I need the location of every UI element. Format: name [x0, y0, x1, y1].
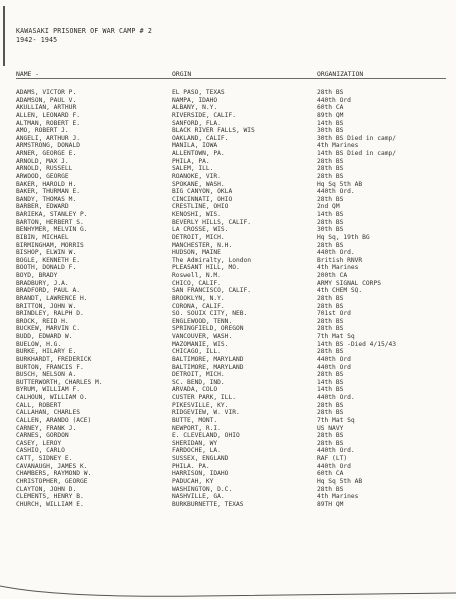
table-row: [16, 211, 446, 219]
cell-origin: ARVADA, COLO: [172, 386, 218, 394]
table-row: [16, 203, 446, 211]
cell-origin: BALTIMORE, MARYLAND: [172, 363, 244, 371]
cell-origin: DETROIT, MICH.: [172, 233, 225, 241]
cell-organization: 4th Marines: [317, 142, 359, 150]
cell-name: BUDD, EDWARD W.: [16, 333, 73, 340]
cell-organization: 4th Marines: [317, 264, 359, 272]
table-row: [16, 104, 446, 112]
cell-organization: ARMY SIGNAL CORPS: [317, 279, 381, 287]
cell-origin: RIVERSIDE, CALIF.: [172, 111, 236, 119]
table-row: [16, 486, 446, 494]
cell-name: BUSCH, NELSON A.: [16, 371, 77, 379]
table-row: [16, 371, 446, 379]
cell-name: BUTTERWORTH, CHARLES M.: [16, 378, 103, 386]
cell-name: BRANDT, LAWRENCE H.: [16, 294, 88, 302]
cell-organization: 440th Ord: [317, 96, 351, 104]
table-row: [16, 356, 446, 364]
table-row: [16, 188, 446, 196]
cell-organization: 28th BS: [317, 294, 344, 302]
table-row: [16, 165, 446, 173]
cell-name: BUELOW, H.G.: [16, 340, 62, 348]
table-row: [16, 417, 446, 425]
cell-name: ARMSTRONG, DONALD: [16, 142, 80, 150]
cell-name: ALLEN, LEONARD F.: [16, 111, 80, 119]
cell-name: BROCK, REID H.: [16, 317, 69, 325]
cell-name: BAKER, THURMAN E.: [16, 188, 80, 196]
cell-origin: BURKBURNETTE, TEXAS: [172, 500, 244, 508]
cell-organization: 28th BS: [317, 302, 344, 310]
table-row: [16, 333, 446, 341]
table-row: [16, 364, 446, 372]
column-header-origin: ORGIN: [172, 70, 192, 78]
cell-name: CHURCH, WILLIAM E.: [16, 500, 84, 508]
header-rule: [16, 78, 446, 79]
cell-origin: CRESTLINE, OHIO: [172, 203, 229, 211]
cell-organization: 4th Marines: [317, 493, 359, 501]
cell-organization: 14th BS: [317, 211, 344, 218]
table-row: [16, 226, 446, 234]
cell-origin: PLEASANT HILL, MO.: [172, 264, 240, 272]
cell-organization: 30th BS Died in camp/: [317, 134, 397, 142]
cell-origin: NASHVILLE, GA.: [172, 493, 225, 501]
cell-origin: DETROIT, MICH.: [172, 371, 225, 379]
table-row: [16, 112, 446, 120]
years-line: 1942- 1945: [16, 35, 58, 44]
table-row: [16, 348, 446, 356]
table-row: [16, 455, 446, 463]
cell-name: CAVANAUGH, JAMES K.: [16, 462, 88, 470]
cell-organization: 28th BS: [317, 241, 344, 249]
cell-name: ALTMAN, ROBERT E.: [16, 119, 80, 127]
cell-organization: 30th BS: [317, 226, 344, 234]
cell-name: ADAMSON, PAUL V.: [16, 96, 77, 104]
cell-origin: SANFORD, FLA.: [172, 119, 221, 127]
table-row: [16, 409, 446, 417]
cell-origin: SPRINGFIELD, OREGON: [172, 325, 244, 333]
table-row: [16, 158, 446, 166]
cell-origin: BROOKLYN, N.Y.: [172, 294, 225, 302]
cell-organization: 14th BS: [317, 386, 344, 394]
cell-name: BRINDLEY, RALPH D.: [16, 310, 84, 318]
cell-origin: OAKLAND, CALIF.: [172, 134, 229, 142]
cell-organization: 14th BS: [317, 119, 344, 127]
table-row: [16, 432, 446, 440]
cell-origin: PHILA, PA.: [172, 157, 210, 165]
cell-origin: FARDOCHE, LA.: [172, 447, 221, 455]
cell-name: BIRMINGHAM, MORRIS: [16, 241, 84, 249]
cell-name: BOOTH, DONALD F.: [16, 264, 77, 272]
cell-organization: 28th BS: [317, 325, 344, 333]
table-row: [16, 379, 446, 387]
cell-organization: Hq Sq 5th AB: [317, 477, 363, 485]
cell-name: ARWOOD, GEORGE: [16, 172, 69, 180]
cell-origin: HUDSON, MAINE: [172, 249, 221, 257]
cell-origin: HARRISON, IDAHO: [172, 470, 229, 478]
cell-organization: 440th Ord.: [317, 394, 355, 401]
cell-organization: British RNVR: [317, 256, 363, 264]
table-row: [16, 150, 446, 158]
table-row: [16, 120, 446, 128]
cell-organization: 7th Mat Sq: [317, 333, 355, 340]
cell-origin: CUSTER PARK, ILL.: [172, 394, 236, 401]
cell-organization: 440th Ord.: [317, 188, 355, 196]
cell-name: ADAMS, VICTOR P.: [16, 89, 77, 96]
table-row: [16, 234, 446, 242]
table-row: [16, 341, 446, 349]
cell-organization: 28th BS: [317, 432, 344, 440]
cell-name: BOGLE, KENNETH E.: [16, 256, 80, 264]
cell-organization: 28th BS: [317, 348, 344, 356]
cell-organization: 14th BS -Died 4/15/43: [317, 340, 397, 348]
cell-origin: EL PASO, TEXAS: [172, 89, 225, 96]
cell-organization: 28th BS: [317, 165, 344, 173]
cell-origin: SC. BEND, IND.: [172, 378, 225, 386]
table-row: [16, 249, 446, 257]
table-row: [16, 142, 446, 150]
table-row: [16, 272, 446, 280]
cell-organization: 440th Ord: [317, 355, 351, 363]
cell-name: BARTON, HERBERT S.: [16, 218, 84, 226]
cell-origin: SUSSEX, ENGLAND: [172, 455, 229, 462]
cell-name: CARNES, GORDON: [16, 432, 69, 440]
table-row: [16, 287, 446, 295]
cell-name: BRADFORD, PAUL A.: [16, 287, 80, 295]
cell-organization: RAF (LT): [317, 455, 348, 462]
cell-origin: MANCHESTER, N.H.: [172, 241, 233, 249]
table-row: [16, 173, 446, 181]
table-row: [16, 310, 446, 318]
table-row: [16, 394, 446, 402]
cell-origin: SO. SOUIX CITY, NEB.: [172, 310, 248, 318]
cell-origin: BALTIMORE, MARYLAND: [172, 355, 244, 363]
cell-origin: NAMPA, IDAHO: [172, 96, 218, 104]
cell-name: BOYD, BRADY: [16, 272, 58, 279]
cell-name: CARNEY, FRANK J.: [16, 424, 77, 432]
table-row: [16, 295, 446, 303]
cell-organization: 89th QM: [317, 111, 344, 119]
table-row: [16, 280, 446, 288]
cell-name: CATT, SIDNEY E.: [16, 455, 73, 462]
table-row: [16, 470, 446, 478]
cell-name: CLEMENTS, HENRY B.: [16, 493, 84, 501]
cell-name: AKULLIAN, ARTHUR: [16, 104, 77, 112]
cell-organization: 28th BS: [317, 157, 344, 165]
cell-origin: SHERIDAN, WY: [172, 439, 218, 447]
table-row: [16, 89, 446, 97]
table-row: [16, 447, 446, 455]
cell-name: ARNER, GEORGE E.: [16, 150, 77, 157]
cell-origin: BUTTE, MONT.: [172, 416, 218, 424]
cell-organization: 89TH QM: [317, 500, 344, 508]
cell-name: CASHIO, CARLO: [16, 447, 65, 455]
cell-origin: WASHINGTON, D.C.: [172, 485, 233, 493]
cell-organization: 60th CA: [317, 104, 344, 112]
cell-origin: LA CROSSE, WIS.: [172, 226, 229, 234]
cell-name: ANGELI, ARTHUR J.: [16, 134, 80, 142]
cell-name: BENHYMER, MELVIN G.: [16, 226, 88, 234]
cell-origin: SALEM, ILL.: [172, 165, 214, 173]
table-row: [16, 135, 446, 143]
cell-organization: 440th Ord.: [317, 447, 355, 455]
cell-name: BAKER, HAROLD H.: [16, 180, 77, 188]
cell-origin: MANILA, IOWA: [172, 142, 218, 150]
table-row: [16, 478, 446, 486]
cell-organization: 28th BS: [317, 218, 344, 226]
cell-origin: PHILA. PA.: [172, 462, 210, 470]
cell-name: CALHOUN, WILLIAM O.: [16, 394, 88, 401]
table-row: [16, 402, 446, 410]
table-row: [16, 196, 446, 204]
table-row: [16, 501, 446, 509]
cell-origin: RIDGEVIEW, W. VIR.: [172, 409, 240, 417]
cell-organization: 28th BS: [317, 409, 344, 417]
cell-name: BIBIN, MICHAEL: [16, 233, 69, 241]
cell-origin: BLACK RIVER FALLS, WIS: [172, 127, 255, 135]
cell-organization: 440th Ord: [317, 363, 351, 371]
column-header-name: NAME -: [16, 70, 40, 78]
cell-origin: PADUCAH, KY: [172, 477, 214, 485]
cell-origin: ALBANY, N.Y.: [172, 104, 218, 112]
cell-name: CASEY, LEROY: [16, 439, 62, 447]
cell-organization: 28th BS: [317, 401, 344, 409]
cell-organization: 440th Ord.: [317, 249, 355, 257]
cell-name: CALL, ROBERT: [16, 401, 62, 409]
cell-organization: 14th BS: [317, 378, 344, 386]
table-row: [16, 325, 446, 333]
cell-name: BRADBURY, J.A.: [16, 279, 69, 287]
table-row: [16, 425, 446, 433]
cell-origin: CHICO, CALIF.: [172, 279, 221, 287]
cell-origin: Roswell, N.M.: [172, 272, 221, 279]
cell-origin: CHICAGO, ILL.: [172, 348, 221, 356]
cell-origin: ALLENTOWN, PA.: [172, 150, 225, 157]
table-row: [16, 386, 446, 394]
table-row: [16, 127, 446, 135]
page-edge-curve: [0, 560, 456, 599]
cell-name: BRITTON, JOHN W.: [16, 302, 77, 310]
table-row: [16, 97, 446, 105]
table-row: [16, 181, 446, 189]
table-row: [16, 264, 446, 272]
cell-organization: 440th Ord: [317, 462, 351, 470]
cell-origin: ENGLEWOOD, TENN.: [172, 317, 233, 325]
cell-origin: SAN FRANCISCO, CALIF.: [172, 287, 252, 295]
cell-organization: 28th BS: [317, 195, 344, 203]
cell-origin: MAZOMANIE, WIS.: [172, 340, 229, 348]
table-row: [16, 318, 446, 326]
cell-name: BYRUM, WILLIAM F.: [16, 386, 80, 394]
column-header-organization: ORGANIZATION: [317, 70, 364, 78]
cell-origin: ROANOKE, VIR.: [172, 172, 221, 180]
cell-organization: 7th Mat Sq: [317, 416, 355, 424]
cell-name: CALLAHAN, CHARLES: [16, 409, 80, 417]
cell-organization: Hq Sq 5th AB: [317, 180, 363, 188]
cell-organization: 60th CA: [317, 470, 344, 478]
cell-origin: SPOKANE, WASH.: [172, 180, 225, 188]
cell-organization: 14th BS Died in camp/: [317, 150, 397, 157]
table-row: [16, 493, 446, 501]
cell-origin: CINCINNATI, OHIO: [172, 195, 233, 203]
roster-table: [16, 89, 446, 508]
title-line: KAWASAKI PRISONER OF WAR CAMP # 2: [16, 27, 152, 35]
cell-name: BARIEKA, STANLEY P.: [16, 211, 88, 218]
table-row: [16, 219, 446, 227]
cell-organization: 2nd QM: [317, 203, 340, 211]
cell-name: BARBER, EDWARD: [16, 203, 69, 211]
cell-organization: 28th BS: [317, 439, 344, 447]
cell-organization: Hq Sq, 19th BG: [317, 233, 370, 241]
cell-origin: The Admiralty, London: [172, 256, 252, 264]
cell-name: ARNOLD, RUSSELL: [16, 165, 73, 173]
table-row: [16, 257, 446, 265]
cell-origin: E. CLEVELAND, OHIO: [172, 432, 240, 440]
cell-origin: BEVERLY HILLS, CALIF.: [172, 218, 252, 226]
table-row: [16, 303, 446, 311]
table-row: [16, 440, 446, 448]
cell-name: BURKHARDT, FREDERICK: [16, 355, 92, 363]
cell-origin: BIG CANYON, OKLA: [172, 188, 233, 196]
cell-name: BURKE, HILARY E.: [16, 348, 77, 356]
cell-name: CHAMBERS, RAYMOND W.: [16, 470, 92, 478]
cell-origin: KENOSHI, WIS.: [172, 211, 221, 218]
table-row: [16, 242, 446, 250]
cell-name: CHRISTOPHER, GEORGE: [16, 477, 88, 485]
cell-organization: 28th BS: [317, 371, 344, 379]
cell-origin: NEWPORT, R.I.: [172, 424, 221, 432]
cell-name: BUCKEW, MARVIN C.: [16, 325, 80, 333]
cell-organization: 30th BS: [317, 127, 344, 135]
cell-organization: 4th CHEM SQ.: [317, 287, 363, 295]
cell-name: ARNOLD, MAX J.: [16, 157, 69, 165]
cell-name: CLAYTON, JOHN D.: [16, 485, 77, 493]
cell-organization: 28th BS: [317, 485, 344, 493]
cell-origin: VANCOUVER, WASH.: [172, 333, 233, 340]
document-title: [16, 27, 152, 44]
cell-origin: PIKESVILLE, KY.: [172, 401, 229, 409]
cell-organization: 28th BS: [317, 317, 344, 325]
cell-name: CALLEN, ARANDO (ACE): [16, 416, 92, 424]
cell-name: BISHOP, ELWIN W.: [16, 249, 77, 257]
cell-name: AMO, ROBERT J.: [16, 127, 69, 135]
cell-name: BANDY, THOMAS M.: [16, 195, 77, 203]
margin-mark: [3, 6, 5, 66]
cell-name: BURTON, FRANCIS F.: [16, 363, 84, 371]
cell-organization: 28th BS: [317, 89, 344, 96]
cell-organization: US NAVY: [317, 424, 344, 432]
cell-origin: CORONA, CALIF.: [172, 302, 225, 310]
cell-organization: 701st Ord: [317, 310, 351, 318]
table-row: [16, 463, 446, 471]
cell-organization: 200th CA: [317, 272, 348, 279]
cell-organization: 28th BS: [317, 172, 344, 180]
